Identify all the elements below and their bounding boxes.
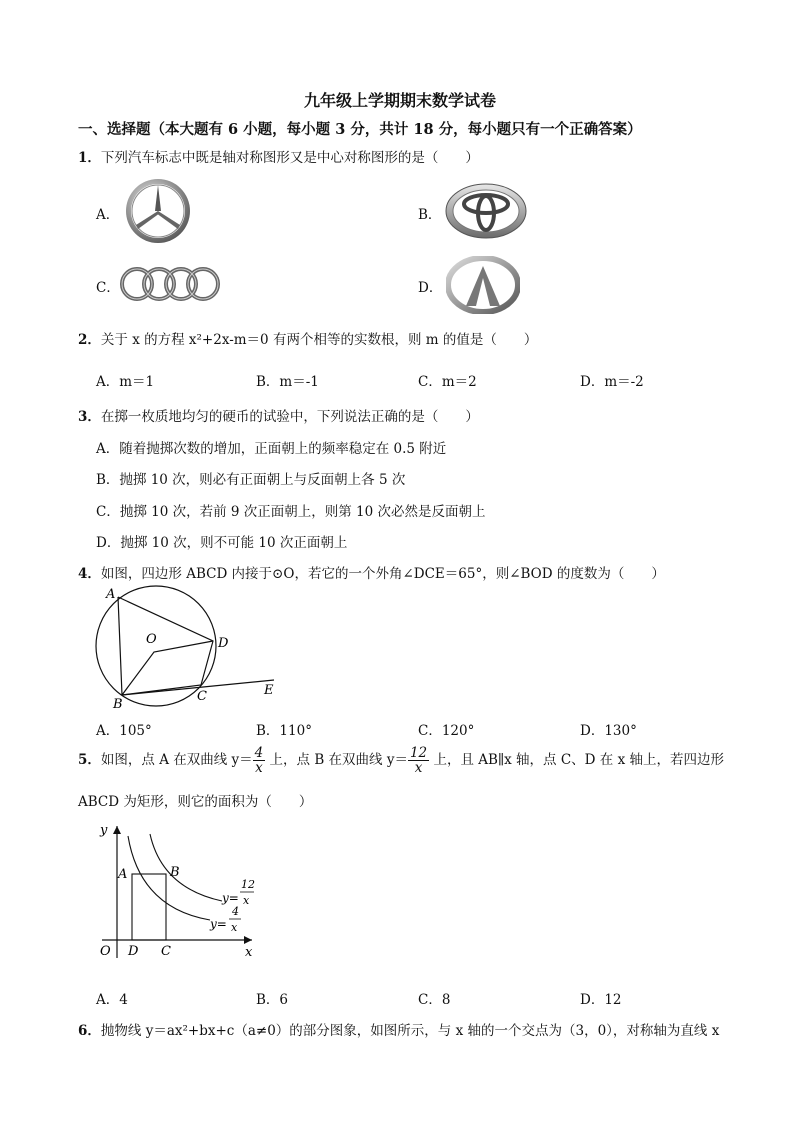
curve-y-4-over-x [128, 836, 210, 920]
label-o: O [146, 632, 157, 647]
question-1 [78, 146, 479, 166]
question-2 [78, 328, 537, 348]
label-c: C [197, 689, 207, 704]
question-6 [78, 1019, 719, 1039]
question-text: 关于 x 的方程 x²+2x-m＝0 有两个相等的实数根，则 m 的值是（ ） [100, 332, 538, 348]
toyota-logo-icon [444, 182, 528, 240]
label-y-axis: y [100, 823, 108, 838]
q2-option-d: D．m＝-2 [580, 374, 644, 390]
curve-12-numerator: 12 [241, 878, 255, 891]
q4-option-a: A．105° [96, 723, 152, 739]
question-text: 如图，点 A 在双曲线 y＝ [100, 752, 253, 768]
rectangle-abcd [132, 874, 166, 940]
q4-option-d: D．130° [580, 723, 637, 739]
label-c: C [161, 944, 171, 959]
question-5-line2: ABCD 为矩形，则它的面积为（ ） [78, 794, 313, 810]
question-number: 1． [78, 150, 101, 166]
infiniti-logo-icon [446, 256, 520, 314]
fraction-4-over-x: $\frac{4}{x}$ [254, 744, 264, 776]
q4-option-c: C．120° [418, 723, 475, 739]
question-number: 6． [78, 1023, 101, 1039]
fraction-12-over-x: $\frac{12}{x}$ [409, 744, 428, 776]
question-text: 抛物线 y＝ax²+bx+c（a≠0）的部分图象，如图所示，与 x 轴的一个交点为（3，0），对称轴为直线 x [100, 1023, 720, 1039]
curve-12-denominator: x [243, 894, 250, 907]
q5-option-a: A．4 [96, 992, 128, 1008]
question-number: 3． [78, 409, 101, 425]
label-e: E [264, 683, 274, 698]
curve-4-denominator: x [231, 921, 238, 934]
q5-option-b: B．6 [256, 992, 289, 1008]
label-x-axis: x [245, 945, 253, 960]
q3-option-b: B．抛掷 10 次，则必有正面朝上与反面朝上各 5 次 [96, 472, 406, 488]
q2-option-b: B．m＝-1 [256, 374, 319, 390]
question-number: 4． [78, 566, 101, 582]
q3-option-c: C．抛掷 10 次，若前 9 次正面朝上，则第 10 次必然是反面朝上 [96, 504, 486, 520]
q3-option-a: A．随着抛掷次数的增加，正面朝上的频率稳定在 0.5 附近 [96, 441, 447, 457]
curve-4-label: y= [210, 917, 227, 931]
question-4 [78, 562, 665, 582]
curve-4-numerator: 4 [232, 905, 239, 918]
question-5: 5．如图，点 A 在双曲线 y＝ $\frac{4}{x}$ 上，点 B 在双曲线 y＝ $\frac{12}{x}$ 上，且 AB∥x 轴，点 C、D 在 x 轴上，若四边形 [78, 744, 724, 776]
curve-12-label: y= [222, 891, 239, 905]
question-text: 下列汽车标志中既是轴对称图形又是中心对称图形的是（ ） [100, 150, 479, 166]
label-origin: O [100, 944, 111, 959]
curve-y-12-over-x [150, 834, 222, 901]
label-d: D [128, 944, 139, 959]
audi-logo-icon [118, 264, 222, 304]
question-text: 在掷一枚质地均匀的硬币的试验中，下列说法正确的是（ ） [100, 409, 479, 425]
q5-option-d: D．12 [580, 992, 622, 1008]
q4-option-b: B．110° [256, 723, 312, 739]
question-number: 5． [78, 752, 101, 768]
question-text: 如图，四边形 ABCD 内接于⊙O，若它的一个外角∠DCE＝65°，则∠BOD 的度数为（ ） [100, 566, 665, 582]
label-a: A [118, 867, 128, 882]
option-label-b: B． [418, 207, 442, 223]
label-d: D [218, 636, 229, 651]
label-b: B [113, 697, 123, 712]
option-label-c: C． [96, 280, 120, 296]
section-heading: 一、选择题（本大题有 6 小题，每小题 3 分，共计 18 分，每小题只有一个正确答案） [78, 121, 642, 138]
page-title: 九年级上学期期末数学试卷 [304, 91, 497, 110]
y-axis-arrow-icon [113, 826, 121, 834]
q2-option-c: C．m＝2 [418, 374, 477, 390]
option-label-d: D． [418, 280, 443, 296]
x-axis-arrow-icon [244, 936, 252, 944]
q3-option-d: D．抛掷 10 次，则不可能 10 次正面朝上 [96, 535, 348, 551]
q4-circle-figure [86, 584, 286, 714]
q5-hyperbola-figure [92, 818, 272, 968]
question-number: 2． [78, 332, 101, 348]
label-a: A [106, 587, 116, 602]
q2-option-a: A．m＝1 [96, 374, 155, 390]
question-3 [78, 405, 479, 425]
option-label-a: A． [96, 207, 120, 223]
label-b: B [170, 865, 180, 880]
mercedes-logo-icon [124, 177, 192, 245]
q5-option-c: C．8 [418, 992, 451, 1008]
